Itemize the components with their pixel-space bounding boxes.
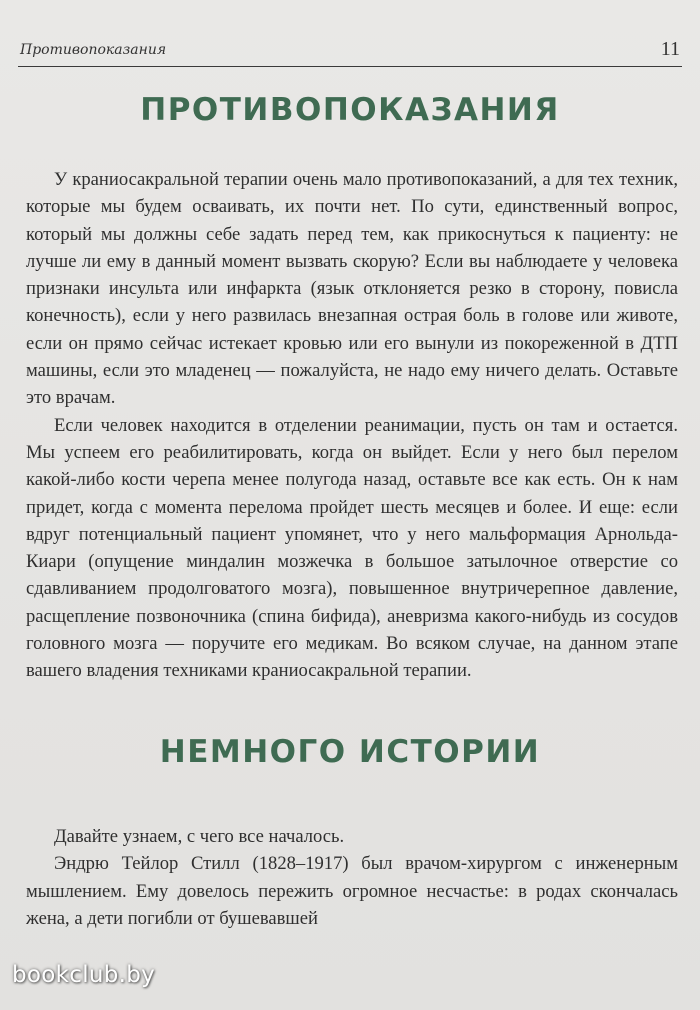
section-body-contraindications bbox=[26, 166, 678, 685]
watermark: bookclub.by bbox=[12, 962, 156, 988]
paragraph: Эндрю Тейлор Стилл (1828–1917) был врачом-хирургом с инженерным мышлением. Ему довелось пережить огромное несчастье: в родах скончалась жена, а дети погибли от бушевавшей bbox=[26, 853, 678, 929]
section-heading-history: НЕМНОГО ИСТОРИИ bbox=[159, 734, 541, 770]
running-header bbox=[18, 32, 682, 67]
paragraph: Давайте узнаем, с чего все началось. bbox=[54, 826, 345, 847]
paragraph: У краниосакральной терапии очень мало противопоказаний, а для тех техник, которые мы будем осваивать, их почти нет. По сути, единственный вопрос, который мы должны себе задать перед тем, как прикоснуться к пациенту: не лучше ли ему в данный момент вызвать скорую? Если вы наблюдаете у человека признаки инсульта или инфаркта (язык отклоняется резко в сторону, повисла конечность), если у него развилась внезапная острая боль в голове или животе, если он прямо сейчас истекает кровью или его вынули из покореженной в ДТП машины, если это младенец — пожалуйста, не надо ему ничего делать. Оставьте это врачам. bbox=[26, 169, 678, 409]
section-body-history bbox=[26, 823, 678, 932]
running-title: Противопоказания bbox=[20, 42, 167, 58]
page-number: 11 bbox=[660, 38, 680, 60]
section-heading-contraindications: ПРОТИВОПОКАЗАНИЯ bbox=[140, 92, 560, 128]
paragraph: Если человек находится в отделении реанимации, пусть он там и остается. Мы успеем его реабилитировать, когда он выйдет. Если у него был перелом какой-либо кости черепа менее полугода назад, оставьте все как есть. Он к нам придет, когда с момента перелома пройдет шесть месяцев и более. И еще: если вдруг потенциальный пациент упомянет, что у него мальформация Арнольда-Киари (опущение миндалин мозжечка в большое затылочное отверстие со сдавливанием продолговатого мозга), повышенное внутричерепное давление, расщепление позвоночника (спина бифида), аневризма какого-нибудь из сосудов головного мозга — поручите его медикам. Во всяком случае, на данном этапе вашего владения техниками краниосакральной терапии. bbox=[26, 414, 678, 682]
